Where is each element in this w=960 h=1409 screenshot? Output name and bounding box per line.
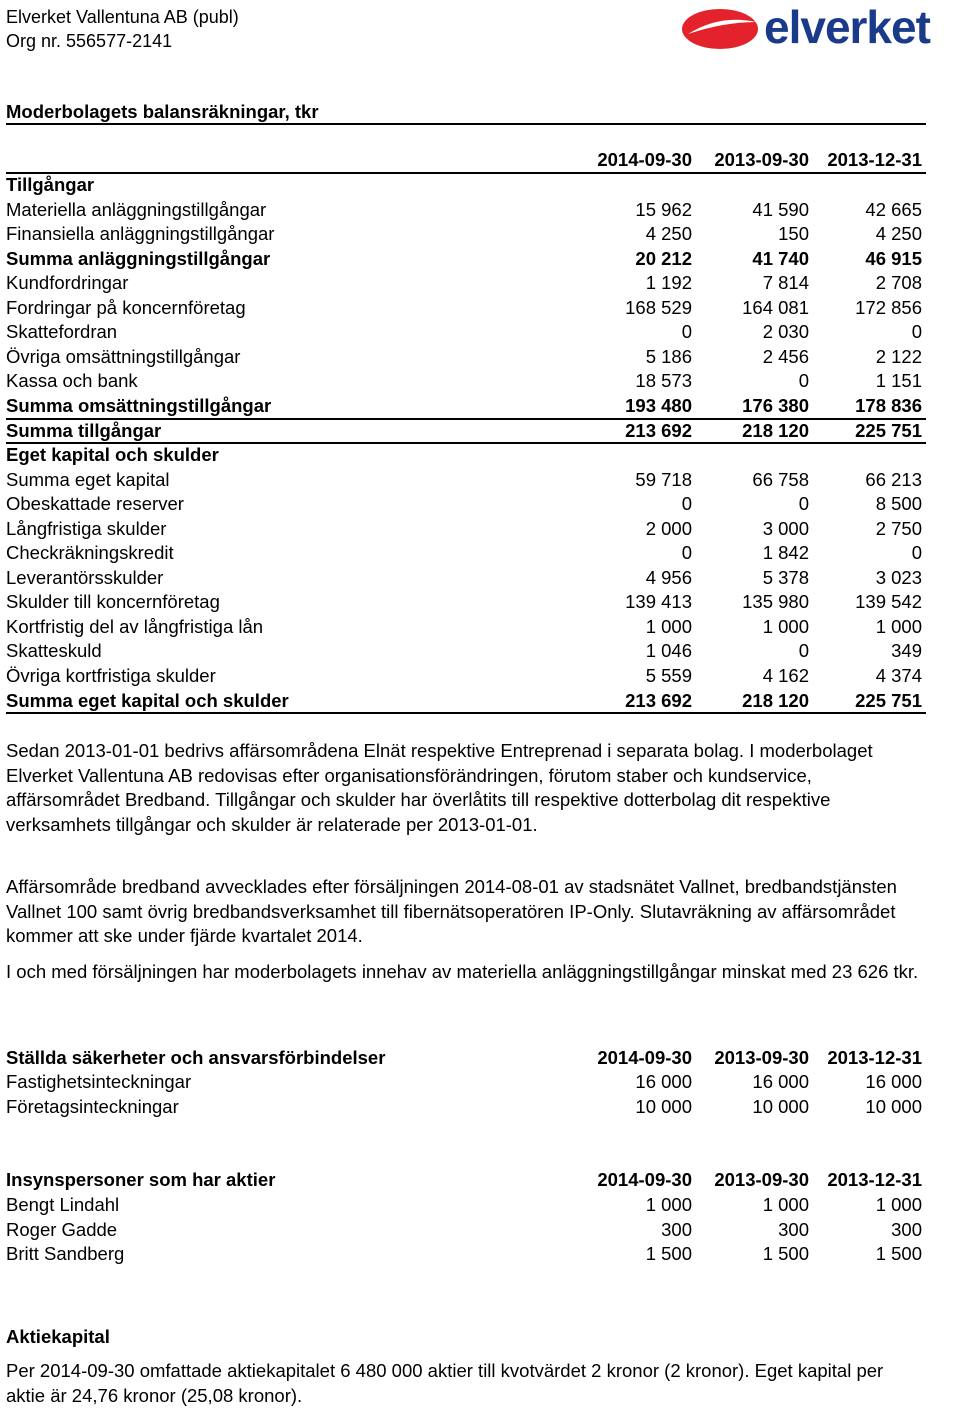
row-label: Summa eget kapital <box>6 468 170 490</box>
row-value: 10 000 <box>865 1095 922 1117</box>
row-value: 2 750 <box>875 517 922 539</box>
table-row <box>6 345 922 370</box>
row-value: 0 <box>798 493 809 515</box>
row-value: 5 559 <box>645 665 692 686</box>
row-value: 59 718 <box>635 468 692 490</box>
paragraph-3: I och med försäljningen har moderbolagets innehav av materiella anläggningstillgångar minskat med 23 626 tkr. <box>6 961 919 982</box>
row-value: 2 122 <box>875 345 922 367</box>
elverket-logo <box>680 1 954 54</box>
row-value: 1 151 <box>875 370 922 392</box>
row-value: 66 213 <box>865 468 922 490</box>
row-value: 15 962 <box>635 198 692 220</box>
row-value: 3 000 <box>762 517 809 539</box>
row-value: 4 162 <box>762 665 809 686</box>
table-row <box>6 689 922 714</box>
row-label: Skatteskuld <box>6 640 102 662</box>
row-value: 2 000 <box>645 517 692 539</box>
table-row <box>6 247 922 272</box>
securities-header <box>6 1046 922 1071</box>
row-value: 1 500 <box>875 1243 922 1264</box>
row-value: 16 000 <box>635 1071 692 1092</box>
row-value: 5 378 <box>762 566 809 588</box>
row-value: 41 590 <box>752 198 809 220</box>
row-value: 4 956 <box>645 566 692 588</box>
table-row <box>6 1193 922 1218</box>
row-value: 225 751 <box>855 689 922 711</box>
securities-title: Ställda säkerheter och ansvarsförbindelser <box>6 1047 386 1068</box>
table-row <box>6 296 922 321</box>
row-value: 1 046 <box>645 640 692 662</box>
row-value: 150 <box>778 223 809 245</box>
divider <box>6 123 926 125</box>
balance-col-headers <box>6 148 922 173</box>
table-row <box>6 222 922 247</box>
row-value: 225 751 <box>855 419 922 441</box>
table-row <box>6 541 922 566</box>
table-row <box>6 1218 922 1243</box>
row-label: Kundfordringar <box>6 272 129 294</box>
row-value: 7 814 <box>762 272 809 294</box>
paragraph-1: Sedan 2013-01-01 bedrivs affärsområdena Elnät respektive Entreprenad i separata bolag. I moderbolaget Elverket Vallentuna AB redovisas efter organisationsförändringen, förutom staber och kundservice, affärsområdet Bredband. Tillgångar och skulder har överlåtits till respektive dotterbolag dit respektive verksamhets tillgångar och skulder är relaterade per 2013-01-01. <box>6 740 873 835</box>
row-label: Kortfristig del av långfristiga lån <box>6 615 264 637</box>
col-header: 2014-09-30 <box>597 1169 692 1190</box>
table-row <box>6 664 922 689</box>
row-value: 218 120 <box>742 419 809 441</box>
table-row <box>6 198 922 223</box>
col-header: 2014-09-30 <box>597 1047 692 1068</box>
row-label: Övriga kortfristiga skulder <box>6 665 216 686</box>
row-value: 66 758 <box>752 468 809 490</box>
table-row <box>6 271 922 296</box>
row-value: 178 836 <box>855 394 922 416</box>
row-label: Materiella anläggningstillgångar <box>6 198 267 220</box>
row-value: 1 500 <box>762 1243 809 1264</box>
row-label: Kassa och bank <box>6 370 138 392</box>
row-value: 1 000 <box>645 615 692 637</box>
table-row <box>6 615 922 640</box>
org-number: Org nr. 556577-2141 <box>6 31 173 51</box>
table-row <box>6 320 922 345</box>
row-value: 172 856 <box>855 296 922 318</box>
capital-text: Per 2014-09-30 omfattade aktiekapitalet 6 480 000 aktier till kvotvärdet 2 kronor (2 kronor). Eget kapital per aktie är 24,76 kronor (25,08 kronor). <box>6 1360 884 1406</box>
row-value: 349 <box>891 640 922 662</box>
row-value: 0 <box>911 542 922 564</box>
col-header: 2013-12-31 <box>827 149 922 170</box>
row-label: Checkräkningskredit <box>6 542 174 564</box>
balance-title: Moderbolagets balansräkningar, tkr <box>6 101 319 122</box>
col-header: 2013-09-30 <box>714 1047 809 1068</box>
row-value: 4 250 <box>645 223 692 245</box>
row-value: 46 915 <box>865 247 922 269</box>
row-value: 2 030 <box>762 321 809 343</box>
row-value: 2 456 <box>762 345 809 367</box>
row-label: Eget kapital och skulder <box>6 444 219 466</box>
row-value: 4 250 <box>875 223 922 245</box>
capital-title: Aktiekapital <box>6 1326 110 1347</box>
table-row <box>6 419 922 444</box>
row-value: 218 120 <box>742 689 809 711</box>
row-value: 0 <box>798 370 809 392</box>
row-value: 42 665 <box>865 198 922 220</box>
col-header: 2013-09-30 <box>714 149 809 170</box>
row-value: 300 <box>661 1218 692 1240</box>
insiders-header <box>6 1168 922 1193</box>
row-value: 20 212 <box>635 247 692 269</box>
row-label: Finansiella anläggningstillgångar <box>6 223 275 245</box>
col-header: 2013-12-31 <box>827 1047 922 1068</box>
row-value: 16 000 <box>752 1071 809 1092</box>
row-label: Skattefordran <box>6 321 118 343</box>
row-value: 41 740 <box>752 247 809 269</box>
row-value: 1 500 <box>645 1243 692 1264</box>
row-label: Tillgångar <box>6 174 95 195</box>
table-row <box>6 492 922 517</box>
table-row <box>6 590 922 615</box>
row-value: 0 <box>681 493 692 515</box>
row-value: 0 <box>681 321 692 343</box>
row-value: 10 000 <box>635 1095 692 1117</box>
row-label: Långfristiga skulder <box>6 517 167 539</box>
row-value: 1 000 <box>645 1194 692 1215</box>
table-row <box>6 173 922 198</box>
table-row <box>6 394 922 419</box>
row-value: 213 692 <box>625 419 692 441</box>
row-label: Summa tillgångar <box>6 419 162 441</box>
row-value: 300 <box>778 1218 809 1240</box>
table-row <box>6 1095 922 1120</box>
row-value: 139 542 <box>855 591 922 613</box>
col-header: 2014-09-30 <box>597 149 692 170</box>
paragraph-2: Affärsområde bredband avvecklades efter försäljningen 2014-08-01 av stadsnätet Vallnet, bredbandstjänsten Vallnet 100 samt övrig bredbandsverksamhet till fibernätsoperatören IP-Only. Slutavräkning av affärsområdet kommer att ske under fjärde kvartalet 2014. <box>6 876 897 947</box>
row-label: Leverantörsskulder <box>6 566 164 588</box>
row-label: Roger Gadde <box>6 1218 118 1240</box>
row-value: 1 000 <box>762 1194 809 1215</box>
logo-text: elverket <box>764 1 930 53</box>
row-label: Företagsinteckningar <box>6 1095 179 1117</box>
row-value: 0 <box>798 640 809 662</box>
row-label: Summa omsättningstillgångar <box>6 394 272 416</box>
logo-swoosh-icon <box>680 4 760 54</box>
row-label: Skulder till koncernföretag <box>6 591 220 613</box>
table-row <box>6 1242 922 1267</box>
row-value: 4 374 <box>875 665 922 686</box>
row-label: Övriga omsättningstillgångar <box>6 345 241 367</box>
table-row <box>6 1070 922 1095</box>
row-value: 176 380 <box>742 394 809 416</box>
row-label: Obeskattade reserver <box>6 493 184 515</box>
row-value: 10 000 <box>752 1095 809 1117</box>
col-header: 2013-09-30 <box>714 1169 809 1190</box>
row-value: 16 000 <box>865 1071 922 1092</box>
row-label: Fordringar på koncernföretag <box>6 296 246 318</box>
row-value: 1 000 <box>875 1194 922 1215</box>
row-value: 164 081 <box>742 296 809 318</box>
row-label: Fastighetsinteckningar <box>6 1071 192 1092</box>
divider <box>6 712 926 714</box>
row-value: 139 413 <box>625 591 692 613</box>
table-row <box>6 517 922 542</box>
table-row <box>6 369 922 394</box>
row-value: 8 500 <box>875 493 922 515</box>
col-header: 2013-12-31 <box>827 1169 922 1190</box>
table-row <box>6 566 922 591</box>
row-value: 2 708 <box>875 272 922 294</box>
row-value: 1 842 <box>762 542 809 564</box>
table-row <box>6 468 922 493</box>
row-label: Britt Sandberg <box>6 1243 125 1264</box>
row-value: 1 000 <box>762 615 809 637</box>
row-label: Summa anläggningstillgångar <box>6 247 271 269</box>
company-name: Elverket Vallentuna AB (publ) <box>6 7 239 27</box>
table-row <box>6 639 922 664</box>
row-label: Bengt Lindahl <box>6 1194 120 1215</box>
row-value: 193 480 <box>625 394 692 416</box>
row-value: 135 980 <box>742 591 809 613</box>
row-value: 1 000 <box>875 615 922 637</box>
table-row <box>6 443 922 468</box>
row-value: 1 192 <box>645 272 692 294</box>
row-label: Summa eget kapital och skulder <box>6 689 289 711</box>
row-value: 213 692 <box>625 689 692 711</box>
row-value: 0 <box>911 321 922 343</box>
row-value: 5 186 <box>645 345 692 367</box>
row-value: 168 529 <box>625 296 692 318</box>
row-value: 18 573 <box>635 370 692 392</box>
insiders-title: Insynspersoner som har aktier <box>6 1169 276 1190</box>
row-value: 3 023 <box>875 566 922 588</box>
row-value: 300 <box>891 1218 922 1240</box>
row-value: 0 <box>681 542 692 564</box>
